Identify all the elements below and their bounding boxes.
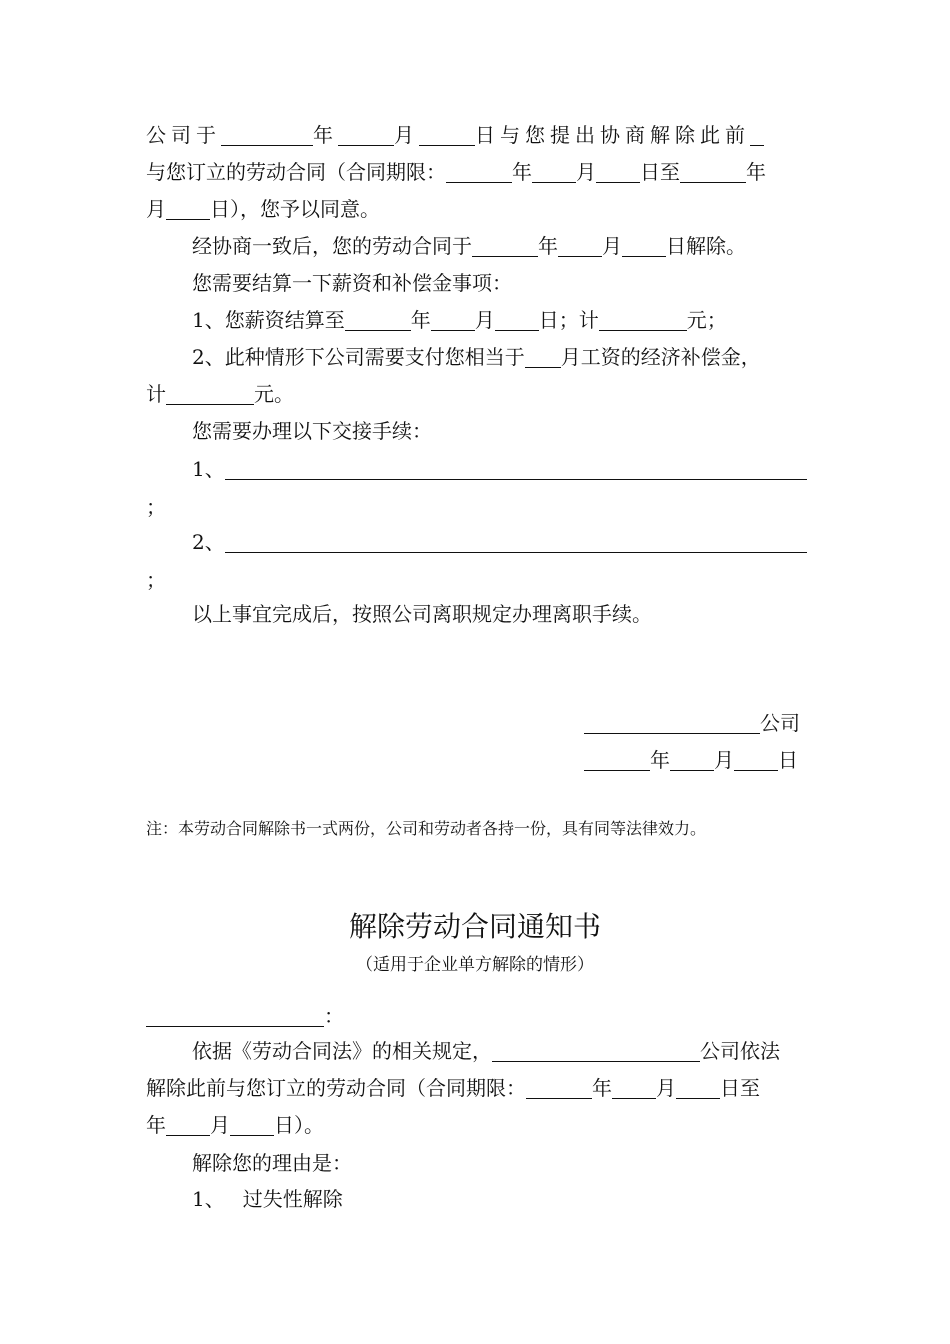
text: 过失性解除 [242,1187,343,1211]
agreement-terminate-date [192,232,746,260]
text: 日）。 [274,1113,324,1137]
text: 年 [313,123,338,147]
blank-field[interactable] [431,310,475,331]
text: 经协商一致后，您的劳动合同于 [192,234,472,258]
text: 年 [746,160,766,184]
text: 日与您提出协商解除此前 [475,123,750,147]
text: 月 [576,160,596,184]
notice-line-2 [146,1074,760,1102]
handover-item-1 [192,455,807,483]
agreement-line-3 [146,195,380,223]
text: 公司 [760,711,800,735]
text: 解除此前与您订立的劳动合同（合同期限： [146,1076,526,1100]
text: 计 [146,382,166,406]
notice-line-1 [192,1037,780,1065]
blank-field[interactable] [596,162,640,183]
text: 月 [210,1113,230,1137]
text: 日至 [640,160,680,184]
addressee-line [146,1002,344,1030]
text: ； [146,495,166,519]
handover-item-2 [192,528,807,556]
text: 元； [686,308,727,332]
blank-field[interactable] [670,750,714,771]
blank-field[interactable] [221,125,313,146]
blank-field[interactable] [750,125,764,146]
text: 2、 [192,530,225,554]
text: 年 [512,160,532,184]
blank-field[interactable] [166,1115,210,1136]
page-title: 解除劳动合同通知书 [348,910,601,943]
text: 月 [394,123,419,147]
text: 年 [538,234,558,258]
text: 月 [474,308,495,332]
blank-field[interactable] [345,310,411,331]
agreement-line-1 [146,121,764,149]
blank-field[interactable] [734,750,778,771]
text: 月 [602,234,622,258]
text: 元。 [254,382,294,406]
handover-item-1-end [146,493,166,521]
closing-paragraph [192,600,652,628]
blank-field[interactable] [612,1078,656,1099]
text: 日；计 [538,308,599,332]
page-subtitle: （适用于企业单方解除的情形） [356,955,594,975]
handover-item-2-end [146,566,166,594]
reason-heading [192,1149,352,1177]
blank-field[interactable] [419,125,475,146]
notice-line-3 [146,1111,324,1139]
blank-field[interactable] [225,532,807,553]
blank-field[interactable] [532,162,576,183]
text: 解除您的理由是： [192,1151,352,1175]
text: 公司于 [146,123,221,147]
blank-field[interactable] [338,125,394,146]
blank-field[interactable] [676,1078,720,1099]
text: 年 [592,1076,612,1100]
blank-field[interactable] [680,162,746,183]
text: 月 [146,197,166,221]
text: 2、此种情形下公司需要支付您相当于 [192,345,525,369]
text: 日解除。 [666,234,746,258]
blank-field[interactable] [558,236,602,257]
agreement-line-2 [146,158,766,186]
blank-field[interactable] [495,310,539,331]
reason-item-1 [192,1185,343,1213]
text: ： [324,1004,344,1028]
text: 年 [146,1113,166,1137]
blank-field[interactable] [472,236,538,257]
blank-field[interactable] [166,199,210,220]
signature-date [584,744,798,773]
text: 以上事宜完成后，按照公司离职规定办理离职手续。 [192,602,652,626]
blank-field[interactable] [166,384,254,405]
text: 1、 [192,457,225,481]
settlement-item-1 [192,306,727,334]
settlement-item-2-cont [146,380,294,408]
blank-field[interactable] [146,1006,324,1027]
blank-field[interactable] [230,1115,274,1136]
blank-field[interactable] [225,459,807,480]
footnote: 注：本劳动合同解除书一式两份，公司和劳动者各持一份，具有同等法律效力。 [146,819,707,838]
text: 1、 [192,1187,225,1211]
text: 月工资的经济补偿金， [560,345,761,369]
blank-field[interactable] [622,236,666,257]
blank-field[interactable] [584,750,650,771]
blank-field[interactable] [525,347,561,368]
text: 日 [778,748,798,772]
text: 公司依法 [700,1039,780,1063]
blank-field[interactable] [446,162,512,183]
settlement-heading [192,269,512,297]
handover-heading [192,417,432,445]
blank-field[interactable] [584,713,760,734]
text: 月 [714,748,734,772]
text: 年 [650,748,670,772]
text: 依据《劳动合同法》的相关规定， [192,1039,492,1063]
text: 月 [656,1076,676,1100]
text: ； [146,568,166,592]
blank-field[interactable] [526,1078,592,1099]
text: 日），您予以同意。 [210,197,380,221]
text: 与您订立的劳动合同（合同期限： [146,160,446,184]
blank-field[interactable] [492,1041,700,1062]
text: 年 [410,308,431,332]
text: 日至 [720,1076,760,1100]
blank-field[interactable] [599,310,687,331]
text: 1、您薪资结算至 [192,308,345,332]
settlement-item-2 [192,343,761,371]
signature-company [584,707,800,736]
text: 您需要结算一下薪资和补偿金事项： [192,271,512,295]
text: 您需要办理以下交接手续： [192,419,432,443]
